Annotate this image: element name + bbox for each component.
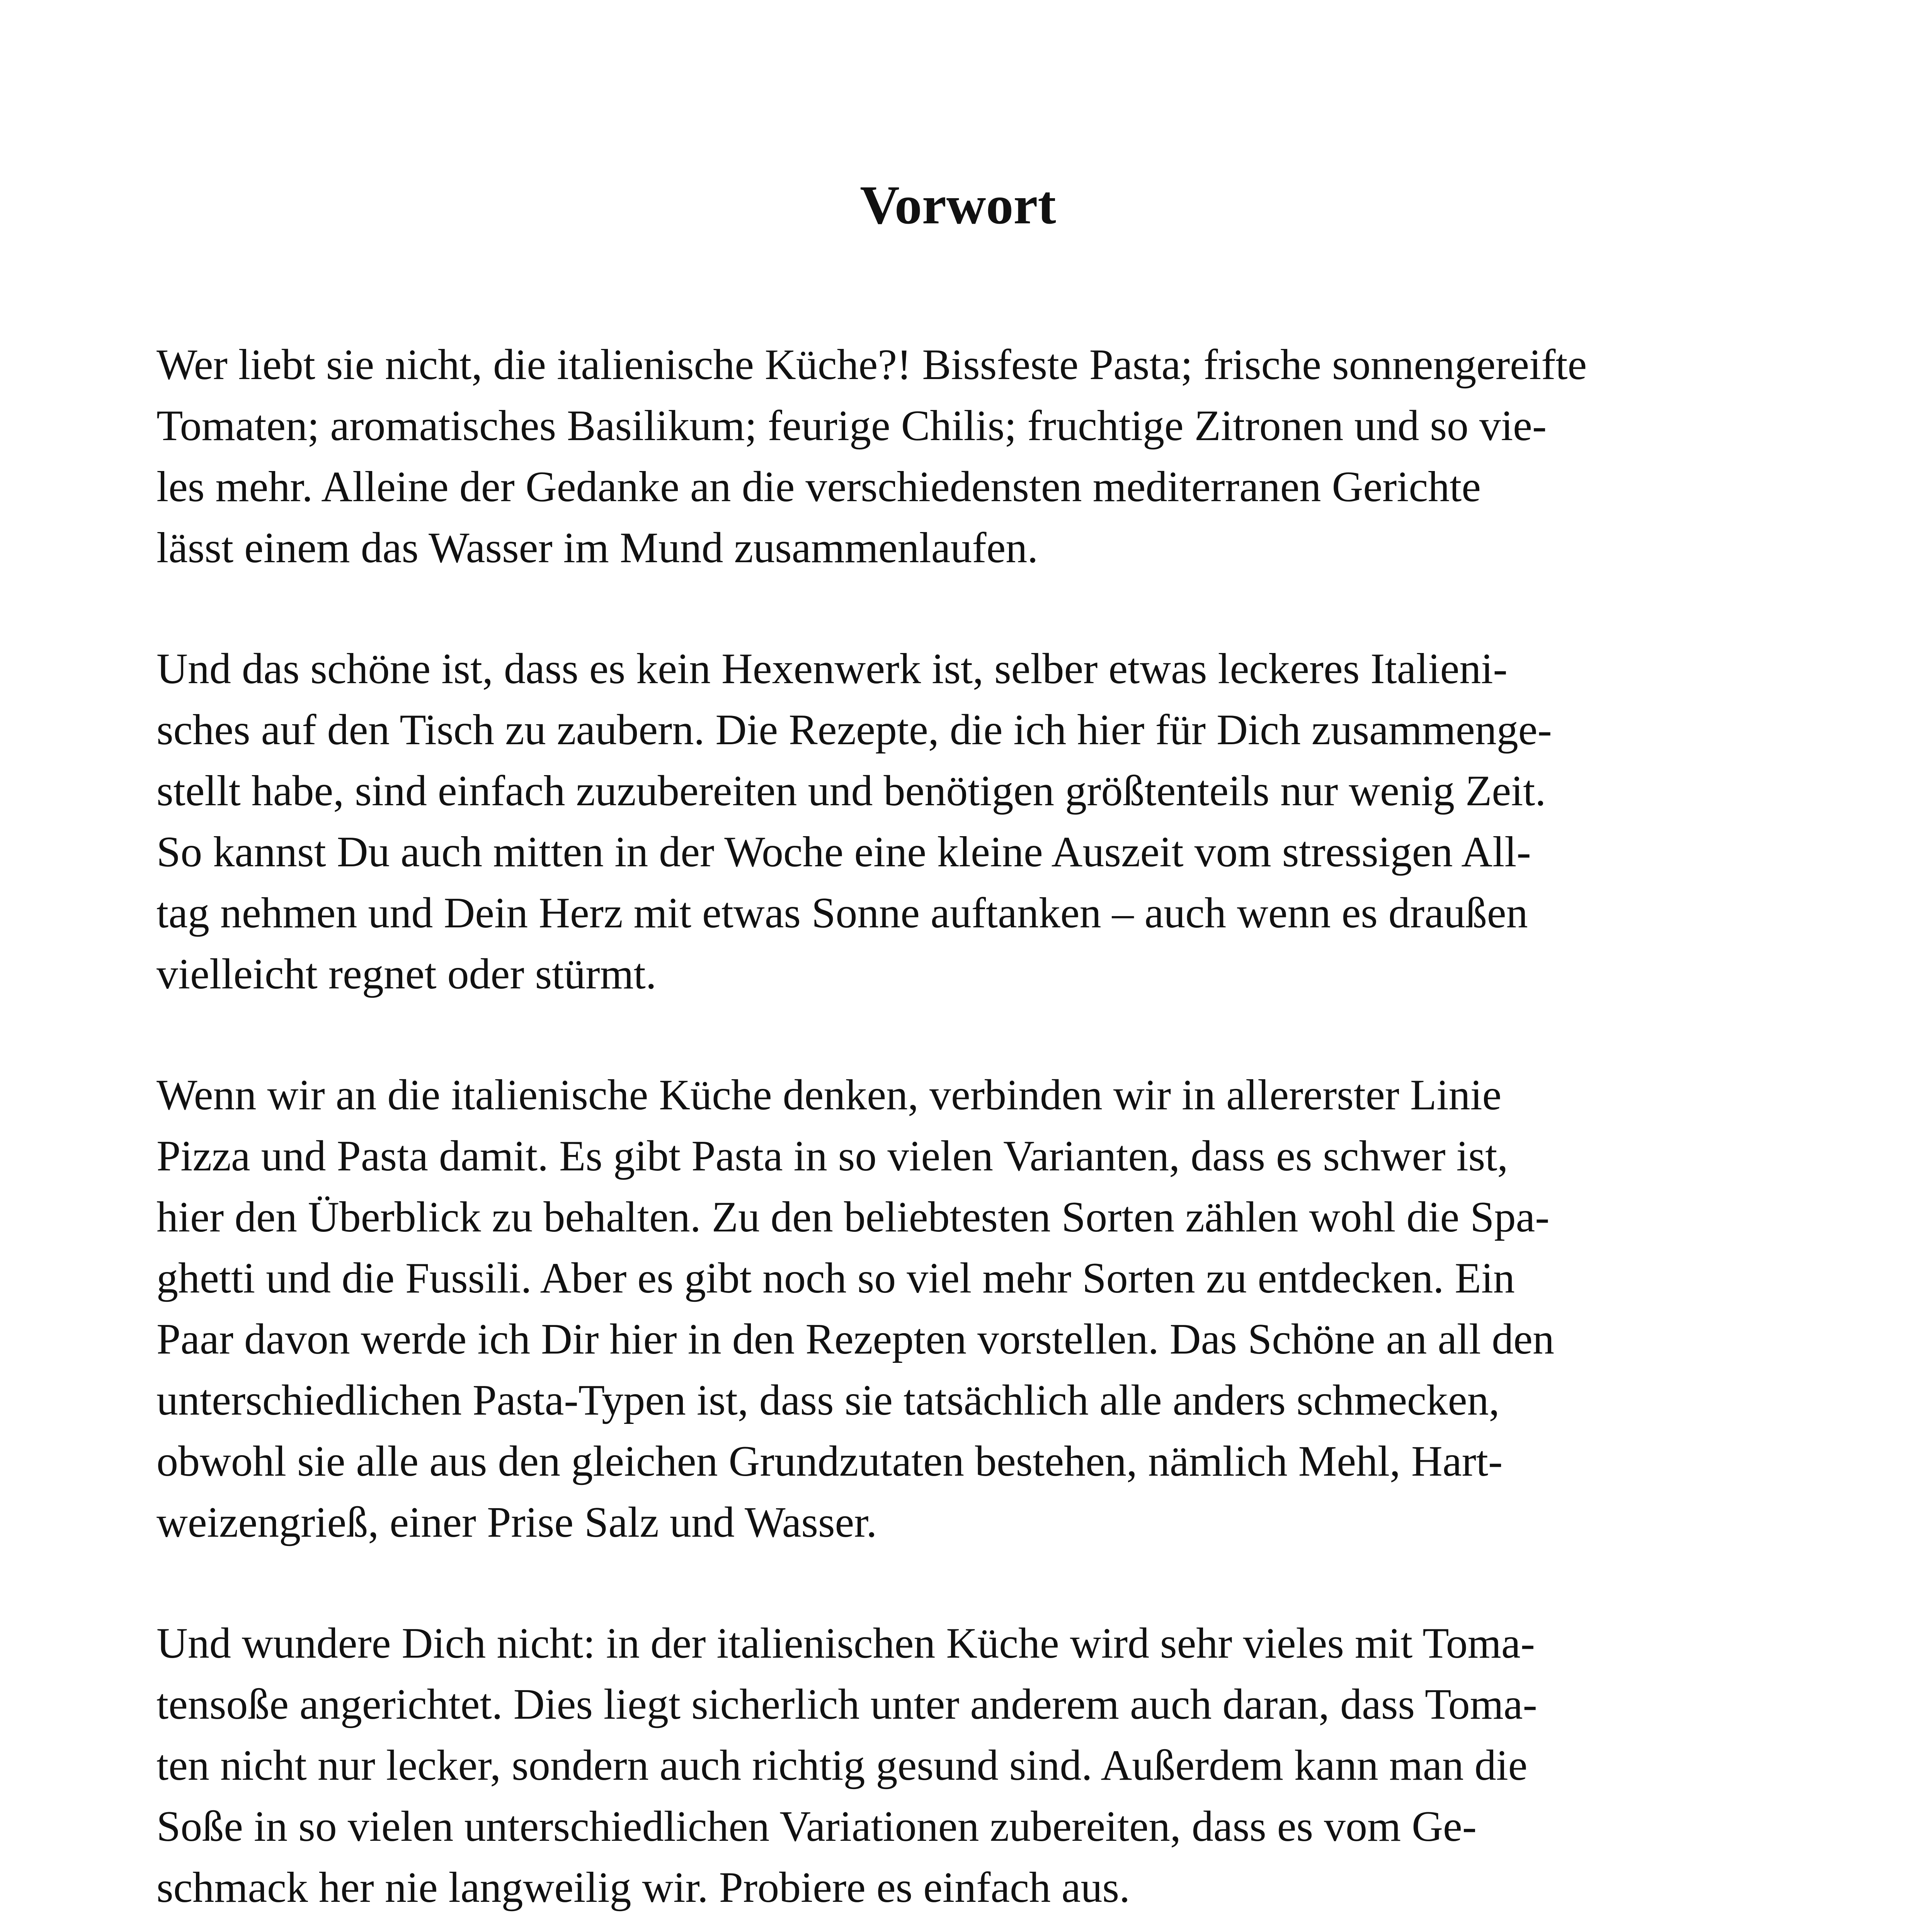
text-line: So kannst Du auch mitten in der Woche eine kleine Auszeit vom stressigen All- bbox=[157, 828, 1531, 876]
text-line: les mehr. Alleine der Gedanke an die verschiedensten mediterranen Gerichte bbox=[157, 463, 1481, 511]
text-line: vielleicht regnet oder stürmt. bbox=[157, 950, 657, 998]
text-line: Wer liebt sie nicht, die italienische Küche?! Bissfeste Pasta; frische sonnengereifte bbox=[157, 341, 1587, 389]
text-line: Soße in so vielen unterschiedlichen Variationen zubereiten, dass es vom Ge- bbox=[157, 1803, 1477, 1850]
text-line: weizengrieß, einer Prise Salz und Wasser. bbox=[157, 1498, 877, 1546]
text-line: obwohl sie alle aus den gleichen Grundzutaten bestehen, nämlich Mehl, Hart- bbox=[157, 1437, 1503, 1485]
text-line: tensoße angerichtet. Dies liegt sicherlich unter anderem auch daran, dass Toma- bbox=[157, 1680, 1537, 1728]
text-line: unterschiedlichen Pasta-Typen ist, dass sie tatsächlich alle anders schmecken, bbox=[157, 1376, 1500, 1424]
paragraph-2 bbox=[157, 638, 1764, 1005]
paragraph-1 bbox=[157, 334, 1764, 578]
text-line: stellt habe, sind einfach zuzubereiten und benötigen größtenteils nur wenig Zeit. bbox=[157, 767, 1546, 815]
text-line: Tomaten; aromatisches Basilikum; feurige Chilis; fruchtige Zitronen und so vie- bbox=[157, 402, 1547, 450]
body-text bbox=[157, 334, 1764, 1932]
text-line: Wenn wir an die italienische Küche denken, verbinden wir in allererster Linie bbox=[157, 1071, 1502, 1119]
text-line: hier den Überblick zu behalten. Zu den beliebtesten Sorten zählen wohl die Spa- bbox=[157, 1193, 1550, 1241]
text-line: Paar davon werde ich Dir hier in den Rezepten vorstellen. Das Schöne an all den bbox=[157, 1315, 1554, 1363]
paragraph-4 bbox=[157, 1613, 1764, 1918]
text-line: lässt einem das Wasser im Mund zusammenlaufen. bbox=[157, 524, 1038, 572]
text-line: Pizza und Pasta damit. Es gibt Pasta in so vielen Varianten, dass es schwer ist, bbox=[157, 1132, 1508, 1180]
text-line: Und wundere Dich nicht: in der italienischen Küche wird sehr vieles mit Toma- bbox=[157, 1619, 1535, 1667]
text-line: Und das schöne ist, dass es kein Hexenwerk ist, selber etwas leckeres Italieni- bbox=[157, 645, 1508, 693]
paragraph-3 bbox=[157, 1065, 1764, 1553]
page-title: Vorwort bbox=[860, 174, 1056, 235]
text-line: ten nicht nur lecker, sondern auch richtig gesund sind. Außerdem kann man die bbox=[157, 1742, 1528, 1789]
text-line: ghetti und die Fussili. Aber es gibt noch so viel mehr Sorten zu entdecken. Ein bbox=[157, 1254, 1515, 1302]
text-line: tag nehmen und Dein Herz mit etwas Sonne auftanken – auch wenn es draußen bbox=[157, 889, 1528, 937]
text-line: schmack her nie langweilig wir. Probiere es einfach aus. bbox=[157, 1864, 1130, 1912]
text-line: sches auf den Tisch zu zaubern. Die Rezepte, die ich hier für Dich zusammenge- bbox=[157, 706, 1552, 754]
